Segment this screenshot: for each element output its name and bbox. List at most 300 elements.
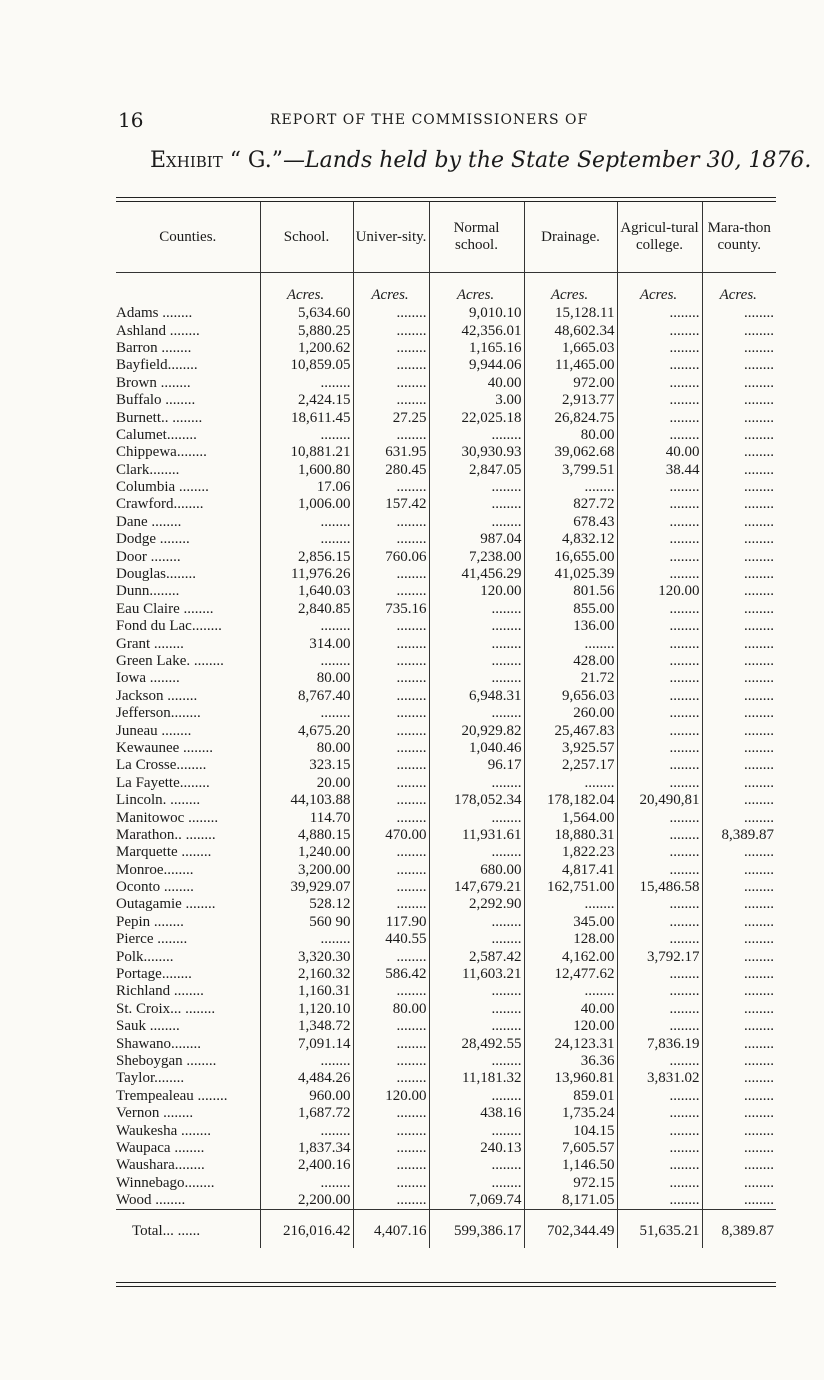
school-cell: 11,976.26 bbox=[260, 566, 353, 583]
agricultural-college-cell: ........ bbox=[617, 844, 702, 861]
agricultural-college-cell: ........ bbox=[617, 514, 702, 531]
marathon-county-cell: ........ bbox=[702, 1157, 776, 1174]
units-cell: Acres. bbox=[617, 273, 702, 306]
marathon-county-cell: ........ bbox=[702, 340, 776, 357]
county-name: Shawano........ bbox=[116, 1035, 201, 1052]
drainage-cell: 1,146.50 bbox=[524, 1157, 617, 1174]
normal-school-cell: ........ bbox=[429, 670, 524, 687]
agricultural-college-cell: ........ bbox=[617, 375, 702, 392]
marathon-county-cell: ........ bbox=[702, 1088, 776, 1105]
agricultural-college-cell: ........ bbox=[617, 340, 702, 357]
header-drainage: Drainage. bbox=[524, 202, 617, 273]
drainage-cell: 678.43 bbox=[524, 514, 617, 531]
drainage-cell: 1,735.24 bbox=[524, 1105, 617, 1122]
drainage-cell: ........ bbox=[524, 775, 617, 792]
normal-school-cell: ........ bbox=[429, 653, 524, 670]
university-cell: ........ bbox=[353, 1105, 429, 1122]
total-cell: 599,386.17 bbox=[429, 1210, 524, 1249]
drainage-cell: 1,822.23 bbox=[524, 844, 617, 861]
marathon-county-cell: ........ bbox=[702, 1053, 776, 1070]
university-cell: ........ bbox=[353, 322, 429, 339]
table-row bbox=[116, 601, 776, 618]
table-row bbox=[116, 896, 776, 913]
county-name: Fond du Lac........ bbox=[116, 618, 222, 635]
university-cell: ........ bbox=[353, 1122, 429, 1139]
table-row bbox=[116, 514, 776, 531]
agricultural-college-cell: 3,831.02 bbox=[617, 1070, 702, 1087]
marathon-county-cell: ........ bbox=[702, 1175, 776, 1192]
county-name: Bayfield........ bbox=[116, 357, 198, 374]
county-name: Clark........ bbox=[116, 461, 180, 478]
marathon-county-cell: ........ bbox=[702, 1122, 776, 1139]
normal-school-cell: ........ bbox=[429, 844, 524, 861]
county-name: Dunn........ bbox=[116, 583, 180, 600]
university-cell: 80.00 bbox=[353, 1001, 429, 1018]
university-cell: ........ bbox=[353, 566, 429, 583]
drainage-cell: 15,128.11 bbox=[524, 305, 617, 322]
table-row bbox=[116, 740, 776, 757]
school-cell: 4,484.26 bbox=[260, 1070, 353, 1087]
table-row bbox=[116, 479, 776, 496]
normal-school-cell: 2,587.42 bbox=[429, 948, 524, 965]
marathon-county-cell: ........ bbox=[702, 409, 776, 426]
university-cell: ........ bbox=[353, 531, 429, 548]
marathon-county-cell: ........ bbox=[702, 879, 776, 896]
marathon-county-cell: ........ bbox=[702, 670, 776, 687]
school-cell: ........ bbox=[260, 1053, 353, 1070]
agricultural-college-cell: ........ bbox=[617, 740, 702, 757]
total-cell: 8,389.87 bbox=[702, 1210, 776, 1249]
table-row bbox=[116, 653, 776, 670]
school-cell: 1,600.80 bbox=[260, 462, 353, 479]
county-name: Adams ........ bbox=[116, 305, 193, 322]
agricultural-college-cell: ........ bbox=[617, 914, 702, 931]
drainage-cell: ........ bbox=[524, 896, 617, 913]
marathon-county-cell: ........ bbox=[702, 444, 776, 461]
table-row bbox=[116, 862, 776, 879]
university-cell: ........ bbox=[353, 670, 429, 687]
marathon-county-cell: ........ bbox=[702, 1070, 776, 1087]
normal-school-cell: ........ bbox=[429, 514, 524, 531]
university-cell: ........ bbox=[353, 722, 429, 739]
agricultural-college-cell: ........ bbox=[617, 966, 702, 983]
marathon-county-cell: ........ bbox=[702, 809, 776, 826]
university-cell: ........ bbox=[353, 879, 429, 896]
agricultural-college-cell: ........ bbox=[617, 775, 702, 792]
county-name: Dane ........ bbox=[116, 513, 182, 530]
agricultural-college-cell: ........ bbox=[617, 1001, 702, 1018]
drainage-cell: ........ bbox=[524, 479, 617, 496]
drainage-cell: 3,925.57 bbox=[524, 740, 617, 757]
university-cell: ........ bbox=[353, 340, 429, 357]
marathon-county-cell: ........ bbox=[702, 1140, 776, 1157]
marathon-county-cell: ........ bbox=[702, 966, 776, 983]
normal-school-cell: 147,679.21 bbox=[429, 879, 524, 896]
agricultural-college-cell: ........ bbox=[617, 809, 702, 826]
county-name: Richland ........ bbox=[116, 983, 204, 1000]
normal-school-cell: 7,069.74 bbox=[429, 1192, 524, 1210]
table-row bbox=[116, 427, 776, 444]
normal-school-cell: ........ bbox=[429, 618, 524, 635]
normal-school-cell: ........ bbox=[429, 914, 524, 931]
university-cell: ........ bbox=[353, 305, 429, 322]
agricultural-college-cell: ........ bbox=[617, 427, 702, 444]
normal-school-cell: 11,603.21 bbox=[429, 966, 524, 983]
agricultural-college-cell: ........ bbox=[617, 688, 702, 705]
marathon-county-cell: ........ bbox=[702, 392, 776, 409]
marathon-county-cell: ........ bbox=[702, 548, 776, 565]
school-cell: ........ bbox=[260, 618, 353, 635]
university-cell: 280.45 bbox=[353, 462, 429, 479]
drainage-cell: 162,751.00 bbox=[524, 879, 617, 896]
county-name: Sauk ........ bbox=[116, 1018, 180, 1035]
agricultural-college-cell: ........ bbox=[617, 305, 702, 322]
agricultural-college-cell: ........ bbox=[617, 862, 702, 879]
school-cell: 1,837.34 bbox=[260, 1140, 353, 1157]
drainage-cell: 3,799.51 bbox=[524, 462, 617, 479]
university-cell: ........ bbox=[353, 514, 429, 531]
agricultural-college-cell: ........ bbox=[617, 1140, 702, 1157]
drainage-cell: 827.72 bbox=[524, 496, 617, 513]
marathon-county-cell: ........ bbox=[702, 844, 776, 861]
normal-school-cell: 28,492.55 bbox=[429, 1035, 524, 1052]
agricultural-college-cell: 38.44 bbox=[617, 462, 702, 479]
school-cell: ........ bbox=[260, 514, 353, 531]
drainage-cell: 128.00 bbox=[524, 931, 617, 948]
marathon-county-cell: ........ bbox=[702, 722, 776, 739]
agricultural-college-cell: ........ bbox=[617, 635, 702, 652]
marathon-county-cell: ........ bbox=[702, 496, 776, 513]
marathon-county-cell: ........ bbox=[702, 531, 776, 548]
normal-school-cell: ........ bbox=[429, 1175, 524, 1192]
county-name: Pierce ........ bbox=[116, 931, 188, 948]
normal-school-cell: 11,931.61 bbox=[429, 827, 524, 844]
university-cell: ........ bbox=[353, 983, 429, 1000]
school-cell: 1,200.62 bbox=[260, 340, 353, 357]
drainage-cell: 48,602.34 bbox=[524, 322, 617, 339]
table-row bbox=[116, 322, 776, 339]
header-counties: Counties. bbox=[116, 202, 260, 273]
county-name: Calumet........ bbox=[116, 426, 197, 443]
drainage-cell: 2,913.77 bbox=[524, 392, 617, 409]
agricultural-college-cell: ........ bbox=[617, 1122, 702, 1139]
school-cell: ........ bbox=[260, 653, 353, 670]
agricultural-college-cell: ........ bbox=[617, 496, 702, 513]
table-row bbox=[116, 392, 776, 409]
normal-school-cell: ........ bbox=[429, 496, 524, 513]
county-name: Burnett.. ........ bbox=[116, 409, 203, 426]
agricultural-college-cell: ........ bbox=[617, 392, 702, 409]
marathon-county-cell: ........ bbox=[702, 862, 776, 879]
county-name: Lincoln. ........ bbox=[116, 792, 201, 809]
marathon-county-cell: 8,389.87 bbox=[702, 827, 776, 844]
agricultural-college-cell: ........ bbox=[617, 322, 702, 339]
normal-school-cell: ........ bbox=[429, 983, 524, 1000]
drainage-cell: 855.00 bbox=[524, 601, 617, 618]
normal-school-cell: ........ bbox=[429, 1157, 524, 1174]
school-cell: 17.06 bbox=[260, 479, 353, 496]
table-row bbox=[116, 775, 776, 792]
drainage-cell: 4,162.00 bbox=[524, 948, 617, 965]
agricultural-college-cell: ........ bbox=[617, 566, 702, 583]
county-name: Trempealeau ........ bbox=[116, 1087, 228, 1104]
running-head: REPORT OF THE COMMISSIONERS OF bbox=[270, 112, 589, 128]
normal-school-cell: ........ bbox=[429, 479, 524, 496]
school-cell: 314.00 bbox=[260, 635, 353, 652]
university-cell: 120.00 bbox=[353, 1088, 429, 1105]
normal-school-cell: ........ bbox=[429, 601, 524, 618]
school-cell: 5,880.25 bbox=[260, 322, 353, 339]
county-name: Wood ........ bbox=[116, 1192, 186, 1209]
agricultural-college-cell: ........ bbox=[617, 722, 702, 739]
normal-school-cell: ........ bbox=[429, 1001, 524, 1018]
school-cell: 1,160.31 bbox=[260, 983, 353, 1000]
university-cell: 631.95 bbox=[353, 444, 429, 461]
units-cell bbox=[116, 273, 260, 306]
normal-school-cell: 96.17 bbox=[429, 757, 524, 774]
drainage-cell: 40.00 bbox=[524, 1001, 617, 1018]
county-name: Ashland ........ bbox=[116, 322, 200, 339]
school-cell: 80.00 bbox=[260, 670, 353, 687]
normal-school-cell: 438.16 bbox=[429, 1105, 524, 1122]
marathon-county-cell: ........ bbox=[702, 305, 776, 322]
total-row bbox=[116, 1210, 776, 1249]
county-name: Columbia ........ bbox=[116, 479, 209, 496]
drainage-cell: 39,062.68 bbox=[524, 444, 617, 461]
total-cell: 51,635.21 bbox=[617, 1210, 702, 1249]
drainage-cell: 9,656.03 bbox=[524, 688, 617, 705]
table-row bbox=[116, 1140, 776, 1157]
total-cell: 216,016.42 bbox=[260, 1210, 353, 1249]
table-footer bbox=[116, 1210, 776, 1249]
drainage-cell: 25,467.83 bbox=[524, 722, 617, 739]
school-cell: 44,103.88 bbox=[260, 792, 353, 809]
agricultural-college-cell: ........ bbox=[617, 1157, 702, 1174]
school-cell: 2,856.15 bbox=[260, 548, 353, 565]
normal-school-cell: 22,025.18 bbox=[429, 409, 524, 426]
county-name: Waushara........ bbox=[116, 1157, 205, 1174]
school-cell: 2,200.00 bbox=[260, 1192, 353, 1210]
bottom-rule-inner bbox=[116, 1282, 776, 1283]
agricultural-college-cell: ........ bbox=[617, 705, 702, 722]
university-cell: 440.55 bbox=[353, 931, 429, 948]
drainage-cell: ........ bbox=[524, 983, 617, 1000]
lands-table bbox=[116, 202, 776, 1248]
county-name: St. Croix... ........ bbox=[116, 1000, 216, 1017]
county-name: Outagamie ........ bbox=[116, 896, 216, 913]
drainage-cell: 13,960.81 bbox=[524, 1070, 617, 1087]
school-cell: 8,767.40 bbox=[260, 688, 353, 705]
county-name: Manitowoc ........ bbox=[116, 809, 219, 826]
university-cell: ........ bbox=[353, 1140, 429, 1157]
agricultural-college-cell: 7,836.19 bbox=[617, 1035, 702, 1052]
university-cell: 470.00 bbox=[353, 827, 429, 844]
normal-school-cell: 2,292.90 bbox=[429, 896, 524, 913]
school-cell: 4,880.15 bbox=[260, 827, 353, 844]
table-row bbox=[116, 688, 776, 705]
marathon-county-cell: ........ bbox=[702, 618, 776, 635]
marathon-county-cell: ........ bbox=[702, 705, 776, 722]
agricultural-college-cell: ........ bbox=[617, 479, 702, 496]
drainage-cell: 36.36 bbox=[524, 1053, 617, 1070]
drainage-cell: 41,025.39 bbox=[524, 566, 617, 583]
marathon-county-cell: ........ bbox=[702, 357, 776, 374]
marathon-county-cell: ........ bbox=[702, 1105, 776, 1122]
drainage-cell: 21.72 bbox=[524, 670, 617, 687]
table-row bbox=[116, 931, 776, 948]
county-name: Pepin ........ bbox=[116, 913, 184, 930]
table-row bbox=[116, 948, 776, 965]
normal-school-cell: 41,456.29 bbox=[429, 566, 524, 583]
table-row bbox=[116, 462, 776, 479]
table-row bbox=[116, 966, 776, 983]
university-cell: 157.42 bbox=[353, 496, 429, 513]
county-name: Kewaunee ........ bbox=[116, 739, 214, 756]
county-name: Taylor........ bbox=[116, 1070, 185, 1087]
school-cell: 323.15 bbox=[260, 757, 353, 774]
normal-school-cell: 9,010.10 bbox=[429, 305, 524, 322]
university-cell: ........ bbox=[353, 479, 429, 496]
university-cell: ........ bbox=[353, 1035, 429, 1052]
marathon-county-cell: ........ bbox=[702, 375, 776, 392]
county-name: Crawford........ bbox=[116, 496, 204, 513]
header-university: Univer-sity. bbox=[353, 202, 429, 273]
school-cell: 2,160.32 bbox=[260, 966, 353, 983]
table-row bbox=[116, 1053, 776, 1070]
units-row bbox=[116, 273, 776, 306]
university-cell: ........ bbox=[353, 896, 429, 913]
county-name: Oconto ........ bbox=[116, 879, 194, 896]
drainage-cell: 2,257.17 bbox=[524, 757, 617, 774]
drainage-cell: 1,665.03 bbox=[524, 340, 617, 357]
university-cell: ........ bbox=[353, 948, 429, 965]
normal-school-cell: 40.00 bbox=[429, 375, 524, 392]
school-cell: 560 90 bbox=[260, 914, 353, 931]
drainage-cell: 859.01 bbox=[524, 1088, 617, 1105]
exhibit-label: Exhibit “ G.” bbox=[150, 148, 283, 173]
normal-school-cell: ........ bbox=[429, 635, 524, 652]
table-row bbox=[116, 809, 776, 826]
agricultural-college-cell: 120.00 bbox=[617, 583, 702, 600]
university-cell: ........ bbox=[353, 740, 429, 757]
table-row bbox=[116, 914, 776, 931]
county-name: Winnebago........ bbox=[116, 1174, 215, 1191]
drainage-cell: 120.00 bbox=[524, 1018, 617, 1035]
agricultural-college-cell: ........ bbox=[617, 1105, 702, 1122]
normal-school-cell: 11,181.32 bbox=[429, 1070, 524, 1087]
agricultural-college-cell: ........ bbox=[617, 531, 702, 548]
county-name: Door ........ bbox=[116, 548, 181, 565]
normal-school-cell: ........ bbox=[429, 775, 524, 792]
normal-school-cell: ........ bbox=[429, 1053, 524, 1070]
university-cell: ........ bbox=[353, 757, 429, 774]
table-row bbox=[116, 357, 776, 374]
total-cell: 702,344.49 bbox=[524, 1210, 617, 1249]
table-header bbox=[116, 202, 776, 273]
table-row bbox=[116, 705, 776, 722]
county-name: Vernon ........ bbox=[116, 1105, 194, 1122]
table-row bbox=[116, 635, 776, 652]
school-cell: 1,348.72 bbox=[260, 1018, 353, 1035]
normal-school-cell: 178,052.34 bbox=[429, 792, 524, 809]
normal-school-cell: 30,930.93 bbox=[429, 444, 524, 461]
drainage-cell: 8,171.05 bbox=[524, 1192, 617, 1210]
units-cell: Acres. bbox=[353, 273, 429, 306]
county-name: La Crosse........ bbox=[116, 757, 207, 774]
table-row bbox=[116, 340, 776, 357]
county-name: Monroe........ bbox=[116, 861, 194, 878]
university-cell: ........ bbox=[353, 844, 429, 861]
school-cell: 10,859.05 bbox=[260, 357, 353, 374]
units-cell: Acres. bbox=[524, 273, 617, 306]
school-cell: 1,640.03 bbox=[260, 583, 353, 600]
table-row bbox=[116, 1157, 776, 1174]
school-cell: 7,091.14 bbox=[260, 1035, 353, 1052]
school-cell: 4,675.20 bbox=[260, 722, 353, 739]
table-row bbox=[116, 844, 776, 861]
university-cell: ........ bbox=[353, 1070, 429, 1087]
header-marathon-county: Mara-thon county. bbox=[702, 202, 776, 273]
school-cell: ........ bbox=[260, 931, 353, 948]
normal-school-cell: 120.00 bbox=[429, 583, 524, 600]
marathon-county-cell: ........ bbox=[702, 322, 776, 339]
agricultural-college-cell: 40.00 bbox=[617, 444, 702, 461]
header-normal-school: Normal school. bbox=[429, 202, 524, 273]
county-name: Portage........ bbox=[116, 966, 192, 983]
school-cell: 528.12 bbox=[260, 896, 353, 913]
agricultural-college-cell: ........ bbox=[617, 618, 702, 635]
county-name: Chippewa........ bbox=[116, 444, 207, 461]
county-name: Waukesha ........ bbox=[116, 1122, 212, 1139]
university-cell: ........ bbox=[353, 1053, 429, 1070]
school-cell: 20.00 bbox=[260, 775, 353, 792]
drainage-cell: 4,832.12 bbox=[524, 531, 617, 548]
normal-school-cell: 42,356.01 bbox=[429, 322, 524, 339]
table-row bbox=[116, 305, 776, 322]
university-cell: 735.16 bbox=[353, 601, 429, 618]
university-cell: ........ bbox=[353, 427, 429, 444]
table-row bbox=[116, 444, 776, 461]
agricultural-college-cell: ........ bbox=[617, 896, 702, 913]
school-cell: ........ bbox=[260, 1175, 353, 1192]
marathon-county-cell: ........ bbox=[702, 1001, 776, 1018]
table-row bbox=[116, 531, 776, 548]
marathon-county-cell: ........ bbox=[702, 757, 776, 774]
drainage-cell: 12,477.62 bbox=[524, 966, 617, 983]
table-row bbox=[116, 566, 776, 583]
drainage-cell: 104.15 bbox=[524, 1122, 617, 1139]
header-row bbox=[116, 202, 776, 273]
county-name: Douglas........ bbox=[116, 566, 196, 583]
table-row bbox=[116, 618, 776, 635]
university-cell: ........ bbox=[353, 618, 429, 635]
marathon-county-cell: ........ bbox=[702, 983, 776, 1000]
university-cell: ........ bbox=[353, 809, 429, 826]
table-row bbox=[116, 722, 776, 739]
agricultural-college-cell: ........ bbox=[617, 409, 702, 426]
page-number: 16 bbox=[118, 108, 144, 132]
county-name: Dodge ........ bbox=[116, 531, 190, 548]
normal-school-cell: ........ bbox=[429, 1122, 524, 1139]
total-label: Total... ...... bbox=[116, 1210, 260, 1249]
agricultural-college-cell: ........ bbox=[617, 670, 702, 687]
table-row bbox=[116, 548, 776, 565]
marathon-county-cell: ........ bbox=[702, 566, 776, 583]
university-cell: ........ bbox=[353, 357, 429, 374]
school-cell: 18,611.45 bbox=[260, 409, 353, 426]
university-cell: ........ bbox=[353, 375, 429, 392]
university-cell: 760.06 bbox=[353, 548, 429, 565]
